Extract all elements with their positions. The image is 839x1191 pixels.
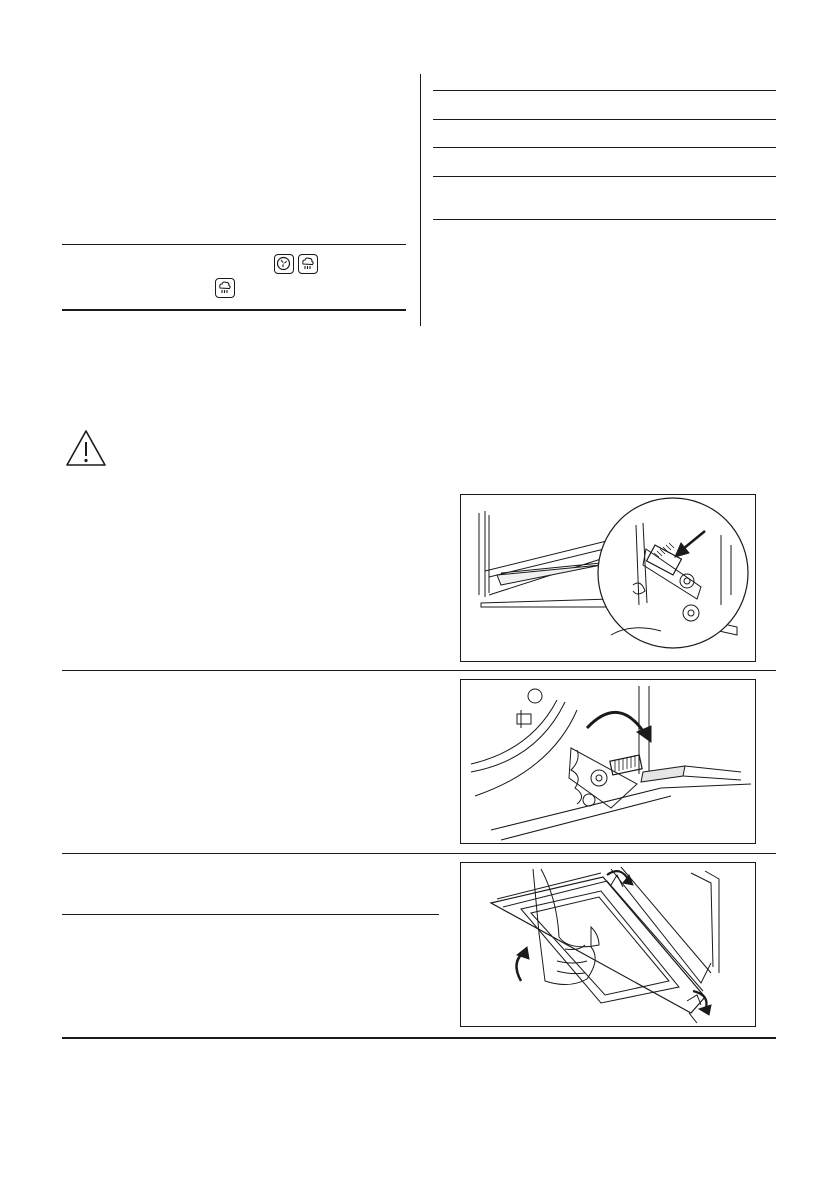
table-rule bbox=[433, 176, 776, 177]
step-divider bbox=[62, 853, 776, 854]
steam-cloud-icon bbox=[215, 278, 235, 298]
table-rule bbox=[433, 147, 776, 148]
table-rule bbox=[433, 219, 776, 220]
figure-door-removal bbox=[460, 862, 756, 1027]
table-rule bbox=[433, 90, 776, 91]
step-subdivider bbox=[62, 914, 439, 915]
figure-hinge-lever-closeup bbox=[460, 494, 756, 662]
warning-icon bbox=[64, 428, 108, 468]
fan-icon bbox=[274, 254, 294, 274]
table-rule bbox=[433, 119, 776, 120]
table-rule-bottom bbox=[62, 309, 406, 311]
figure-hinge-lever-lift bbox=[460, 679, 756, 844]
step-divider bbox=[62, 670, 776, 671]
table-rule-bottom bbox=[62, 1037, 776, 1039]
table-rule-top bbox=[62, 244, 406, 245]
steam-cloud-icon bbox=[298, 254, 318, 274]
column-divider bbox=[420, 74, 421, 326]
